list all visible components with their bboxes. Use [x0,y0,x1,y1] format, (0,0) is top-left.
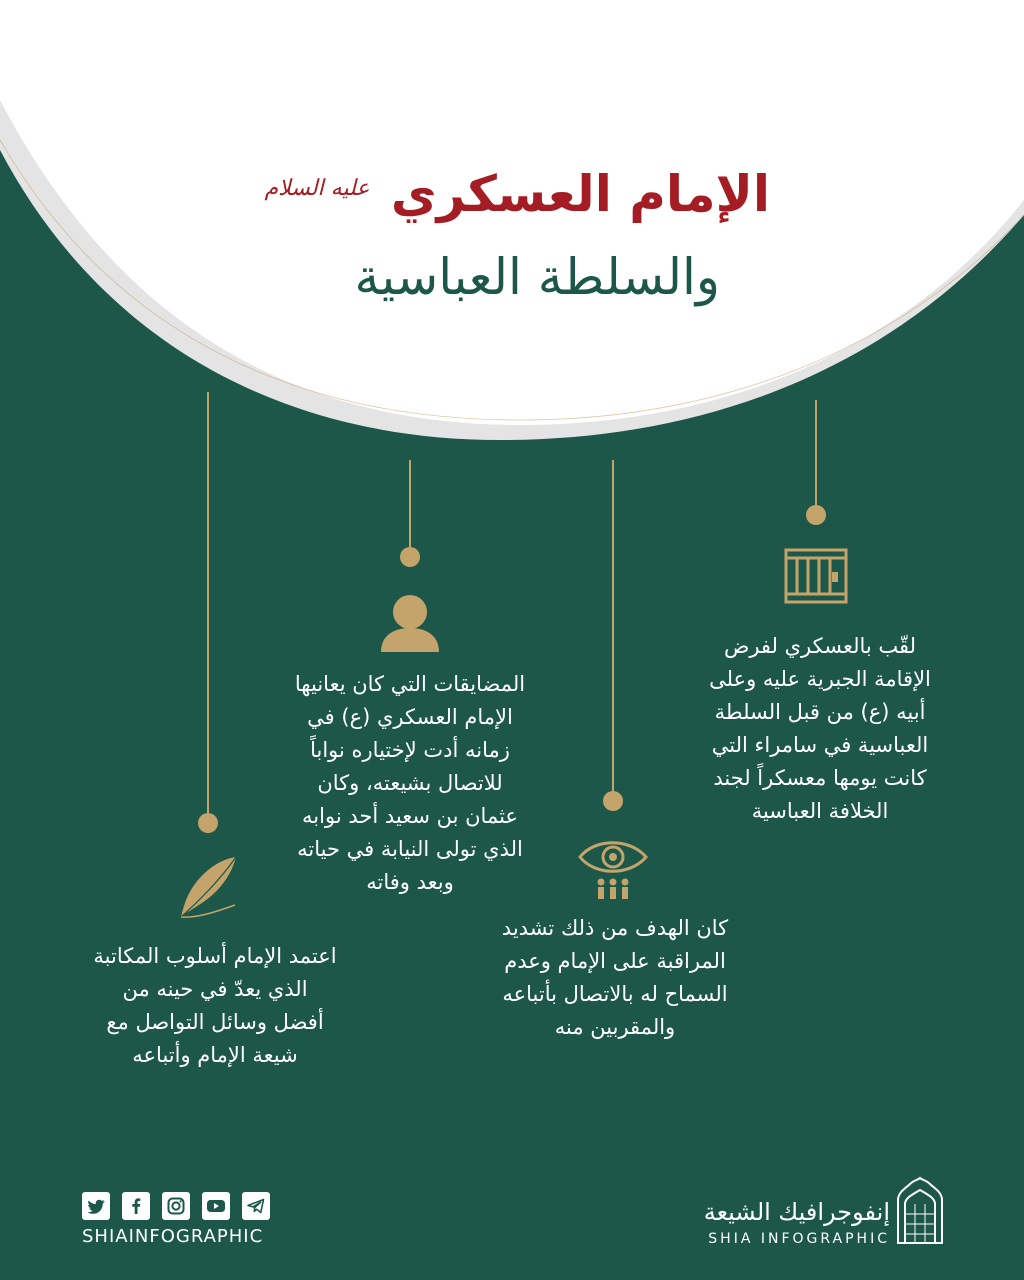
text-line: لقّب بالعسكري لفرض [723,634,917,658]
eye-surveillance-icon [580,843,646,899]
page-title: الإمام العسكري [390,165,770,223]
text-line: الذي يعدّ في حينه من [122,977,308,1001]
text-line: العباسية في سامراء التي [711,733,929,757]
facebook-icon[interactable] [122,1192,150,1220]
twitter-icon[interactable] [82,1192,110,1220]
text-line: والمقربين منه [554,1015,676,1039]
pendant-3 [603,460,623,811]
text-line: الإمام العسكري (ع) في [307,705,513,729]
text-line: السماح له بالاتصال بأتباعه [502,982,728,1006]
pendant-1 [806,400,826,525]
point-4-text [60,940,370,1072]
point-2-text [275,668,545,899]
page-subtitle: والسلطة العباسية [354,248,720,306]
text-line: المراقبة على الإمام وعدم [504,949,726,973]
text-line: اعتمد الإمام أسلوب المكاتبة [93,944,337,968]
brand-name-arabic: إنفوجرافيك الشيعة [703,1198,890,1226]
mosque-logo-icon [898,1178,942,1243]
youtube-icon[interactable] [202,1192,230,1220]
text-line: عثمان بن سعيد أحد نوابه [302,804,518,828]
text-line: الخلافة العباسية [751,799,889,823]
text-line: شيعة الإمام وأتباعه [132,1043,298,1067]
person-icon [381,595,439,652]
text-line: المضايقات التي كان يعانيها [294,672,526,696]
point-1-text [690,630,950,828]
text-line: كان الهدف من ذلك تشديد [501,916,729,940]
text-line: زمانه أدت لإختياره نواباً [310,738,510,762]
social-handle: SHIAINFOGRAPHIC [82,1226,264,1247]
quill-pen-icon [181,857,236,917]
text-line: الإقامة الجبرية عليه وعلى [709,667,931,691]
brand-name-english: SHIA INFOGRAPHIC [708,1231,890,1247]
pendant-4 [198,392,218,833]
point-3-text [470,912,760,1044]
text-line: أبيه (ع) من قبل السلطة [714,700,926,724]
text-line: كانت يومها معسكراً لجند [713,766,927,790]
honorific-calligraphy: عليه السلام [264,176,370,201]
social-links [82,1192,272,1220]
telegram-icon[interactable] [242,1192,270,1220]
text-line: وبعد وفاته [366,870,454,894]
instagram-icon[interactable] [162,1192,190,1220]
text-line: الذي تولى النيابة في حياته [297,837,523,861]
text-line: أفضل وسائل التواصل مع [106,1010,324,1034]
pendant-2 [400,460,420,567]
text-line: للاتصال بشيعته، وكان [317,771,503,795]
prison-bars-icon [786,550,846,602]
